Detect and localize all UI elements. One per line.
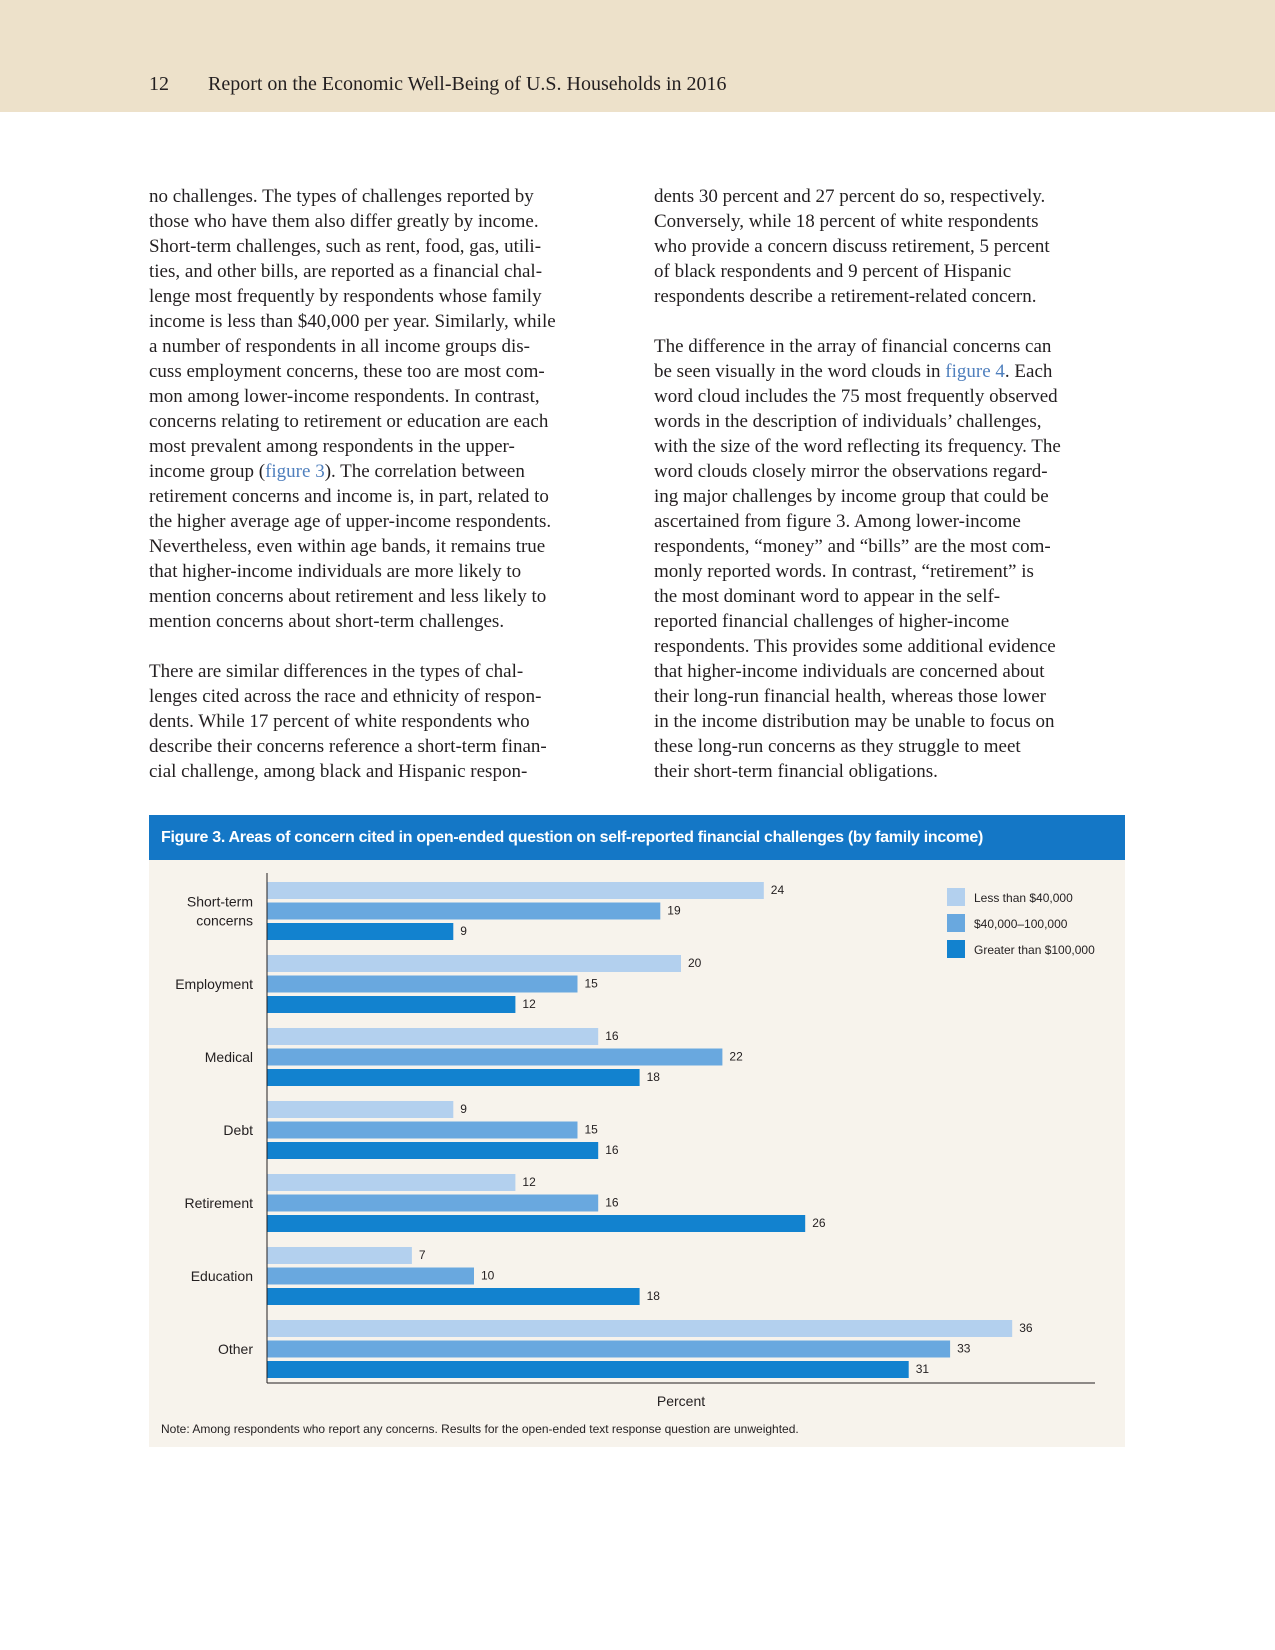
text-line: mention concerns about short-term challenges.: [149, 611, 505, 632]
category-label: Short-term: [186, 893, 253, 910]
text-line: these long-run concerns as they struggle to meet: [654, 736, 1021, 757]
data-label: 31: [915, 1362, 930, 1376]
data-label: 10: [481, 1268, 495, 1283]
legend-label: Greater than $100,000: [974, 943, 1095, 957]
text-line: most prevalent among respondents in the upper-: [149, 436, 515, 457]
data-label: 16: [605, 1029, 619, 1043]
paragraph: [149, 184, 619, 634]
text-line: Short-term challenges, such as rent, food, gas, utili-: [149, 236, 542, 257]
text-line: dents. While 17 percent of white respondents who: [149, 711, 530, 732]
bar: [267, 1215, 805, 1232]
text-line: respondents describe a retirement-related concern.: [654, 286, 1037, 307]
data-label: 16: [605, 1195, 619, 1210]
text-line: income group (figure 3). The correlation between: [149, 461, 525, 482]
bar: [267, 1049, 722, 1066]
data-label: 15: [584, 1122, 598, 1137]
bar: [267, 1195, 598, 1212]
text-column-left: [149, 184, 619, 809]
data-label: 24: [770, 883, 785, 897]
text-line: ascertained from figure 3. Among lower-income: [654, 511, 1021, 532]
text-line: ties, and other bills, are reported as a financial chal-: [149, 261, 543, 282]
category-label: concerns: [196, 912, 253, 929]
text-line: respondents. This provides some additional evidence: [654, 636, 1056, 657]
text-line: word cloud includes the 75 most frequently observed: [654, 386, 1058, 407]
legend-swatch: [947, 914, 965, 932]
bar-chart: [149, 815, 1125, 1415]
bar: [267, 1174, 515, 1191]
bar: [267, 903, 660, 920]
text-line: their short-term financial obligations.: [654, 761, 938, 782]
text-line: mon among lower-income respondents. In contrast,: [149, 386, 540, 407]
data-label: 26: [812, 1216, 826, 1230]
data-label: 36: [1019, 1321, 1033, 1335]
bar: [267, 1122, 578, 1139]
text-line: Conversely, while 18 percent of white respondents: [654, 211, 1039, 232]
text-line: a number of respondents in all income groups dis-: [149, 336, 530, 357]
text-column-right: [654, 184, 1124, 809]
text-line: dents 30 percent and 27 percent do so, respectively.: [654, 186, 1046, 207]
data-label: 9: [460, 924, 467, 938]
bar: [267, 1101, 453, 1118]
text-line: respondents, “money” and “bills” are the most com-: [654, 536, 1051, 557]
data-label: 9: [460, 1102, 467, 1116]
bar: [267, 1247, 412, 1264]
bar: [267, 955, 681, 972]
text-line: describe their concerns reference a short-term finan-: [149, 736, 547, 757]
text-line: that higher-income individuals are more likely to: [149, 561, 522, 582]
text-line: word clouds closely mirror the observations regard-: [654, 461, 1048, 482]
data-label: 19: [667, 903, 681, 918]
text-line: who provide a concern discuss retirement, 5 percent: [654, 236, 1050, 257]
text-line: with the size of the word reflecting its frequency. The: [654, 436, 1061, 457]
text-line: retirement concerns and income is, in part, related to: [149, 486, 549, 507]
category-label: Other: [217, 1341, 253, 1357]
category-label: Retirement: [184, 1195, 253, 1211]
bar: [267, 1028, 598, 1045]
text-line: words in the description of individuals’ challenges,: [654, 411, 1042, 432]
text-line: in the income distribution may be unable to focus on: [654, 711, 1055, 732]
text-line: that higher-income individuals are concerned about: [654, 661, 1045, 682]
data-label: 33: [957, 1341, 971, 1356]
text-line: income is less than $40,000 per year. Similarly, while: [149, 311, 556, 332]
text-line: their long-run financial health, whereas those lower: [654, 686, 1046, 707]
data-label: 18: [646, 1289, 660, 1303]
legend-swatch: [947, 940, 965, 958]
figure-title: Figure 3. Areas of concern cited in open-ended question on self-reported financial challenges (by family income): [149, 815, 1125, 860]
text-line: cuss employment concerns, these too are most com-: [149, 361, 545, 382]
bar: [267, 1142, 598, 1159]
bar: [267, 1320, 1012, 1337]
data-label: 20: [688, 956, 702, 970]
text-line: no challenges. The types of challenges reported by: [149, 186, 534, 207]
category-label: Debt: [223, 1122, 253, 1138]
figure-link[interactable]: figure 3: [265, 461, 325, 482]
bar: [267, 923, 453, 940]
data-label: 18: [646, 1070, 660, 1084]
bar: [267, 1268, 474, 1285]
category-label: Employment: [175, 976, 253, 992]
text-line: be seen visually in the word clouds in figure 4. Each: [654, 361, 1053, 382]
bar: [267, 976, 578, 993]
figure-link[interactable]: figure 4: [945, 361, 1005, 382]
bar: [267, 882, 764, 899]
bar: [267, 1069, 640, 1086]
category-label: Education: [190, 1268, 253, 1284]
bar: [267, 996, 515, 1013]
bar: [267, 1341, 950, 1358]
text-line: Nevertheless, even within age bands, it remains true: [149, 536, 546, 557]
text-line: cial challenge, among black and Hispanic respon-: [149, 761, 528, 782]
page-header: [0, 0, 1275, 112]
bar: [267, 1361, 909, 1378]
data-label: 22: [729, 1049, 743, 1064]
paragraph: [654, 184, 1124, 309]
text-line: lenge most frequently by respondents whose family: [149, 286, 542, 307]
text-line: those who have them also differ greatly by income.: [149, 211, 539, 232]
text-line: mention concerns about retirement and less likely to: [149, 586, 547, 607]
text-line: of black respondents and 9 percent of Hispanic: [654, 261, 1012, 282]
data-label: 15: [584, 976, 598, 991]
text-line: monly reported words. In contrast, “retirement” is: [654, 561, 1034, 582]
text-line: ing major challenges by income group that could be: [654, 486, 1049, 507]
bar: [267, 1288, 640, 1305]
page-number: 12: [149, 73, 169, 95]
data-label: 7: [418, 1248, 426, 1262]
category-label: Medical: [204, 1049, 253, 1065]
report-title: Report on the Economic Well-Being of U.S. Households in 2016: [208, 73, 727, 95]
legend-label: $40,000–100,000: [974, 917, 1068, 931]
paragraph: [149, 659, 619, 784]
data-label: 12: [522, 1175, 536, 1189]
figure-3: [149, 815, 1125, 1447]
text-line: the higher average age of upper-income respondents.: [149, 511, 552, 532]
text-line: concerns relating to retirement or education are each: [149, 411, 549, 432]
text-line: The difference in the array of financial concerns can: [654, 336, 1052, 357]
text-line: lenges cited across the race and ethnicity of respon-: [149, 686, 542, 707]
text-line: reported financial challenges of higher-income: [654, 611, 1010, 632]
legend-label: Less than $40,000: [974, 891, 1073, 905]
figure-note: Note: Among respondents who report any concerns. Results for the open-ended text response question are unweighted.: [161, 1422, 799, 1436]
legend-swatch: [947, 888, 965, 906]
x-axis-label: Percent: [656, 1393, 706, 1409]
paragraph: [654, 334, 1124, 784]
text-line: the most dominant word to appear in the self-: [654, 586, 1001, 607]
data-label: 16: [605, 1143, 619, 1157]
text-line: There are similar differences in the types of chal-: [149, 661, 524, 682]
data-label: 12: [522, 997, 536, 1011]
